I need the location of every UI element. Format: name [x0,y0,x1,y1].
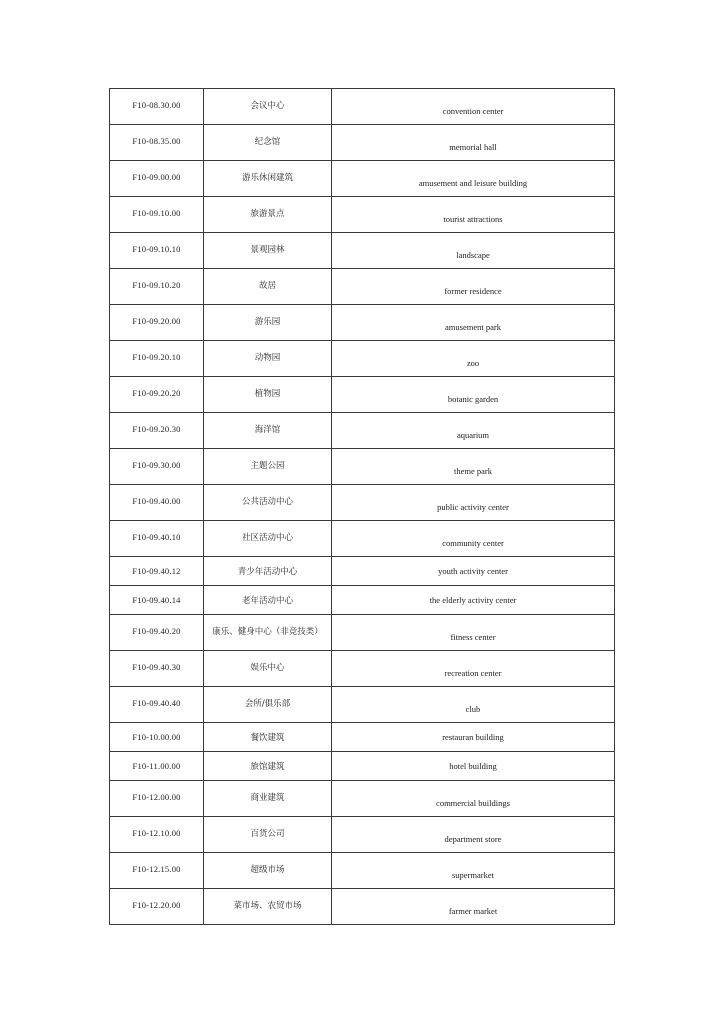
table-row [110,817,615,853]
english-name-cell: former residence [332,269,615,305]
table-row [110,197,615,233]
table-row [110,377,615,413]
table-row [110,586,615,615]
table-row [110,557,615,586]
code-cell: F10-09.10.20 [110,269,204,305]
code-cell: F10-10.00.00 [110,723,204,752]
table-row [110,485,615,521]
table-row [110,687,615,723]
code-cell: F10-09.20.30 [110,413,204,449]
table-row [110,125,615,161]
chinese-name-cell: 餐饮建筑 [204,723,332,752]
english-name-cell: amusement park [332,305,615,341]
english-name-cell: memorial hall [332,125,615,161]
english-name-cell: community center [332,521,615,557]
code-cell: F10-09.20.20 [110,377,204,413]
english-name-cell: the elderly activity center [332,586,615,615]
code-cell: F10-12.15.00 [110,853,204,889]
code-cell: F10-09.40.00 [110,485,204,521]
code-cell: F10-12.20.00 [110,889,204,925]
english-name-cell: supermarket [332,853,615,889]
english-name-cell: commercial buildings [332,781,615,817]
table-row [110,752,615,781]
english-name-cell: theme park [332,449,615,485]
code-cell: F10-09.40.14 [110,586,204,615]
chinese-name-cell: 游乐休闲建筑 [204,161,332,197]
code-cell: F10-09.40.12 [110,557,204,586]
chinese-name-cell: 旅游景点 [204,197,332,233]
chinese-name-cell: 百货公司 [204,817,332,853]
classification-table [109,88,615,925]
code-cell: F10-09.10.10 [110,233,204,269]
chinese-name-cell: 游乐园 [204,305,332,341]
table-row [110,269,615,305]
code-cell: F10-09.20.10 [110,341,204,377]
english-name-cell: aquarium [332,413,615,449]
code-cell: F10-09.20.00 [110,305,204,341]
code-cell: F10-09.40.10 [110,521,204,557]
english-name-cell: department store [332,817,615,853]
english-name-cell: convention center [332,89,615,125]
english-name-cell: youth activity center [332,557,615,586]
chinese-name-cell: 娱乐中心 [204,651,332,687]
table-row [110,161,615,197]
chinese-name-cell: 社区活动中心 [204,521,332,557]
code-cell: F10-09.00.00 [110,161,204,197]
code-cell: F10-08.35.00 [110,125,204,161]
table-row [110,341,615,377]
english-name-cell: landscape [332,233,615,269]
chinese-name-cell: 会所/俱乐部 [204,687,332,723]
english-name-cell: club [332,687,615,723]
code-cell: F10-12.10.00 [110,817,204,853]
english-name-cell: zoo [332,341,615,377]
chinese-name-cell: 青少年活动中心 [204,557,332,586]
code-cell: F10-11.00.00 [110,752,204,781]
table-row [110,651,615,687]
english-name-cell: public activity center [332,485,615,521]
table-row [110,89,615,125]
table-row [110,723,615,752]
chinese-name-cell: 康乐、健身中心（非竞技类） [204,615,332,651]
chinese-name-cell: 菜市场、农贸市场 [204,889,332,925]
code-cell: F10-08.30.00 [110,89,204,125]
chinese-name-cell: 老年活动中心 [204,586,332,615]
table-row [110,233,615,269]
chinese-name-cell: 旅馆建筑 [204,752,332,781]
english-name-cell: farmer market [332,889,615,925]
english-name-cell: amusement and leisure building [332,161,615,197]
english-name-cell: tourist attractions [332,197,615,233]
table-row [110,853,615,889]
table-row [110,305,615,341]
code-cell: F10-09.40.40 [110,687,204,723]
english-name-cell: botanic garden [332,377,615,413]
code-cell: F10-09.10.00 [110,197,204,233]
table-row [110,781,615,817]
table-row [110,449,615,485]
english-name-cell: recreation center [332,651,615,687]
table-row [110,889,615,925]
chinese-name-cell: 海洋馆 [204,413,332,449]
code-cell: F10-12.00.00 [110,781,204,817]
english-name-cell: hotel building [332,752,615,781]
chinese-name-cell: 故居 [204,269,332,305]
code-cell: F10-09.40.30 [110,651,204,687]
chinese-name-cell: 公共活动中心 [204,485,332,521]
chinese-name-cell: 会议中心 [204,89,332,125]
chinese-name-cell: 景观园林 [204,233,332,269]
chinese-name-cell: 动物园 [204,341,332,377]
chinese-name-cell: 超级市场 [204,853,332,889]
chinese-name-cell: 主题公园 [204,449,332,485]
code-cell: F10-09.30.00 [110,449,204,485]
chinese-name-cell: 纪念馆 [204,125,332,161]
table-row [110,521,615,557]
english-name-cell: restauran building [332,723,615,752]
table-row [110,413,615,449]
table-body [110,89,615,925]
code-cell: F10-09.40.20 [110,615,204,651]
english-name-cell: fitness center [332,615,615,651]
table-row [110,615,615,651]
chinese-name-cell: 商业建筑 [204,781,332,817]
chinese-name-cell: 植物园 [204,377,332,413]
